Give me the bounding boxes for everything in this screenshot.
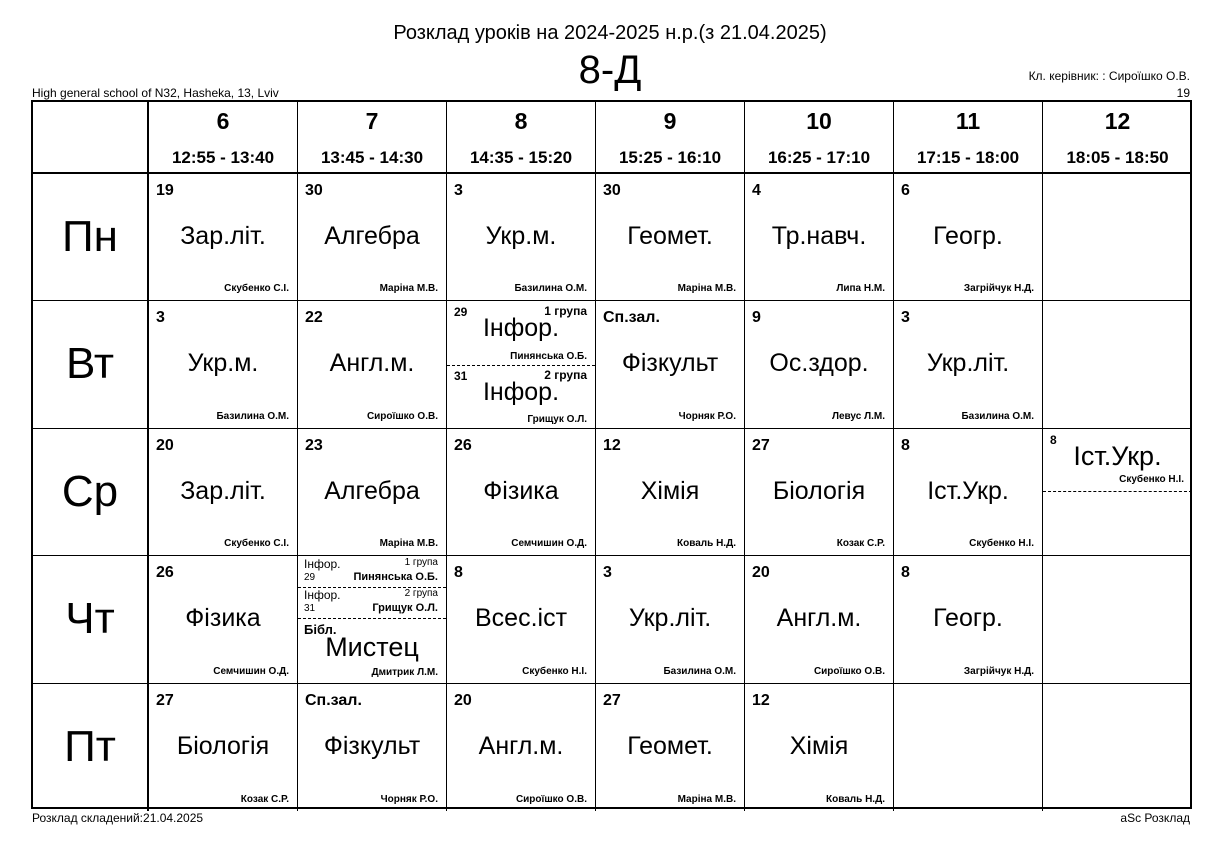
lesson-cell bbox=[745, 174, 894, 301]
room-number: 30 bbox=[305, 182, 323, 199]
teacher-name: Скубенко Н.І. bbox=[969, 538, 1034, 550]
room-number: 29 bbox=[304, 572, 316, 584]
teacher-name: Грищук О.Л. bbox=[372, 602, 438, 615]
room-number: 26 bbox=[156, 564, 174, 582]
room-number: 29 bbox=[454, 305, 468, 320]
period-number: 6 bbox=[216, 108, 230, 134]
room-number: 4 bbox=[752, 182, 761, 199]
teacher-name: Коваль Н.Д. bbox=[826, 793, 885, 805]
teacher-name: Базилина О.М. bbox=[514, 283, 587, 295]
lesson-cell bbox=[298, 301, 447, 428]
subject-name: Всес.іст bbox=[474, 604, 568, 633]
period-header-12 bbox=[1043, 102, 1192, 174]
lesson-cell bbox=[298, 684, 447, 811]
day-header bbox=[33, 556, 149, 683]
room-number: Сп.зал. bbox=[603, 309, 660, 327]
lesson-cell bbox=[447, 174, 596, 301]
subject-name: Укр.літ. bbox=[926, 349, 1010, 378]
subject-name: Хімія bbox=[640, 476, 700, 505]
period-header-8 bbox=[447, 102, 596, 174]
teacher-name: Базилина О.М. bbox=[961, 410, 1034, 422]
lesson-cell bbox=[149, 174, 298, 301]
timetable-title: Розклад уроків на 2024-2025 н.р.(з 21.04.2025) bbox=[393, 22, 827, 44]
period-header-9 bbox=[596, 102, 745, 174]
subject-name: Інфор. bbox=[482, 314, 560, 343]
teacher-name: Базилина О.М. bbox=[216, 410, 289, 422]
empty-cell bbox=[1043, 556, 1192, 683]
period-header-10 bbox=[745, 102, 894, 174]
lesson-cell bbox=[149, 429, 298, 556]
timetable-grid bbox=[31, 100, 1192, 809]
room-number: 27 bbox=[603, 691, 621, 709]
lesson-main bbox=[298, 618, 446, 683]
class-teacher: Кл. керівник: : Сироїшко О.В. bbox=[1028, 69, 1190, 83]
lesson-group-2 bbox=[447, 365, 595, 428]
period-time: 12:55 - 13:40 bbox=[171, 148, 275, 167]
period-time: 14:35 - 15:20 bbox=[469, 148, 573, 167]
period-time: 15:25 - 16:10 bbox=[618, 148, 722, 167]
period-number: 9 bbox=[663, 108, 677, 134]
subject-name: Геомет. bbox=[627, 731, 713, 760]
group-label: 1 група bbox=[404, 557, 438, 569]
room-number: 12 bbox=[752, 691, 770, 709]
subject-name: Геогр. bbox=[933, 222, 1003, 250]
period-number: 8 bbox=[514, 108, 528, 134]
room-number: 31 bbox=[304, 603, 316, 615]
room-number: 20 bbox=[752, 564, 770, 582]
lesson-cell bbox=[447, 429, 596, 556]
teacher-name: Скубенко С.І. bbox=[224, 283, 289, 295]
lesson-cell bbox=[745, 301, 894, 428]
room-number: 31 bbox=[454, 369, 468, 384]
subject-name: Укр.м. bbox=[485, 222, 557, 250]
period-time: 13:45 - 14:30 bbox=[320, 148, 424, 167]
teacher-name: Загрійчук Н.Д. bbox=[963, 283, 1034, 295]
teacher-name: Базилина О.М. bbox=[663, 665, 736, 677]
room-number: Бібл. bbox=[304, 622, 337, 638]
group-label: 2 група bbox=[544, 368, 587, 383]
corner-cell bbox=[33, 102, 149, 174]
teacher-name: Скубенко Н.І. bbox=[1119, 473, 1184, 485]
room-number: 30 bbox=[603, 182, 621, 199]
teacher-name: Козак С.Р. bbox=[240, 793, 289, 805]
teacher-name: Маріна М.В. bbox=[677, 793, 736, 805]
subject-name: Іст.Укр. bbox=[1073, 440, 1162, 471]
teacher-name: Скубенко С.І. bbox=[224, 538, 289, 550]
empty-cell bbox=[1043, 301, 1192, 428]
teacher-name: Пинянська О.Б. bbox=[510, 351, 587, 363]
teacher-name: Дмитрик Л.М. bbox=[371, 667, 438, 679]
teacher-name: Пинянська О.Б. bbox=[353, 571, 438, 584]
subject-name: Геогр. bbox=[933, 604, 1003, 633]
room-number: 8 bbox=[901, 436, 910, 454]
class-name: 8-Д bbox=[578, 48, 642, 92]
room-number: 3 bbox=[603, 564, 612, 582]
teacher-name: Козак С.Р. bbox=[836, 538, 885, 550]
teacher-name: Грищук О.Л. bbox=[527, 414, 587, 426]
period-time: 18:05 - 18:50 bbox=[1066, 148, 1169, 167]
period-number: 7 bbox=[365, 108, 379, 134]
period-number: 11 bbox=[955, 108, 981, 134]
subject-name: Хімія bbox=[789, 731, 849, 760]
lesson-cell bbox=[298, 174, 447, 301]
room-number: 12 bbox=[603, 436, 621, 454]
teacher-name: Скубенко Н.І. bbox=[522, 665, 587, 677]
subject-name: Біологія bbox=[772, 476, 866, 505]
lesson-cell bbox=[596, 174, 745, 301]
lesson-cell bbox=[447, 556, 596, 683]
room-number: 6 bbox=[901, 182, 910, 199]
teacher-name: Маріна М.В. bbox=[379, 283, 438, 295]
footer-created-date: Розклад складений:21.04.2025 bbox=[32, 811, 204, 825]
day-label: Ср bbox=[61, 466, 119, 516]
lesson-cell bbox=[596, 556, 745, 683]
lesson-cell bbox=[298, 429, 447, 556]
group-label: 1 група bbox=[544, 304, 587, 319]
room-number: 3 bbox=[901, 309, 910, 327]
lesson-cell bbox=[596, 429, 745, 556]
teacher-name: Маріна М.В. bbox=[379, 538, 438, 550]
teacher-name: Сироїшко О.В. bbox=[515, 793, 587, 805]
lesson-cell bbox=[149, 556, 298, 683]
period-header-11 bbox=[894, 102, 1043, 174]
room-number: 23 bbox=[305, 436, 323, 454]
day-header bbox=[33, 429, 149, 556]
teacher-name: Чорняк Р.О. bbox=[380, 793, 438, 805]
lesson-cell bbox=[894, 174, 1043, 301]
lesson-group-1 bbox=[298, 556, 446, 588]
subject-name: Іст.Укр. bbox=[927, 476, 1009, 505]
day-label: Пт bbox=[64, 721, 116, 771]
subject-name: Англ.м. bbox=[329, 349, 415, 378]
room-number: 8 bbox=[1050, 432, 1057, 447]
lesson-cell bbox=[894, 556, 1043, 683]
teacher-name: Чорняк Р.О. bbox=[678, 410, 736, 422]
subject-name: Тр.навч. bbox=[771, 222, 867, 250]
empty-cell bbox=[1043, 174, 1192, 301]
subject-name: Фізика bbox=[185, 604, 261, 633]
lesson-cell bbox=[447, 301, 596, 428]
room-number: Сп.зал. bbox=[305, 691, 362, 709]
subject-name: Зар.літ. bbox=[180, 222, 266, 250]
subject-name: Алгебра bbox=[324, 476, 420, 505]
subject-name: Інфор. bbox=[304, 557, 341, 572]
lesson-cell bbox=[745, 556, 894, 683]
period-number: 12 bbox=[1104, 108, 1131, 134]
subject-name: Англ.м. bbox=[776, 604, 862, 633]
school-name: High general school of N32, Hasheka, 13, Lviv bbox=[32, 86, 279, 100]
room-number: 9 bbox=[752, 309, 761, 327]
subject-name: Укр.літ. bbox=[628, 604, 712, 633]
lesson-cell bbox=[149, 684, 298, 811]
room-number: 8 bbox=[454, 564, 463, 582]
empty-cell bbox=[1043, 684, 1192, 811]
period-time: 16:25 - 17:10 bbox=[767, 148, 871, 167]
period-header-7 bbox=[298, 102, 447, 174]
subject-name: Фізкульт bbox=[323, 731, 421, 760]
subject-name: Ос.здор. bbox=[769, 349, 869, 378]
subject-name: Інфор. bbox=[482, 378, 560, 407]
lesson-cell bbox=[298, 556, 447, 683]
lesson-cell bbox=[596, 684, 745, 811]
lesson-cell bbox=[149, 301, 298, 428]
teacher-name: Загрійчук Н.Д. bbox=[963, 665, 1034, 677]
group-label: 2 група bbox=[404, 588, 438, 600]
lesson-cell bbox=[447, 684, 596, 811]
day-header bbox=[33, 174, 149, 301]
subject-name: Алгебра bbox=[324, 222, 420, 250]
room-number: 27 bbox=[752, 436, 770, 454]
teacher-name: Семчишин О.Д. bbox=[511, 538, 587, 550]
room-number: 3 bbox=[454, 182, 463, 199]
homeroom-number: 19 bbox=[1176, 86, 1190, 100]
lesson-partial bbox=[1043, 429, 1192, 492]
period-time: 17:15 - 18:00 bbox=[916, 148, 1020, 167]
lesson-cell bbox=[596, 301, 745, 428]
period-header-6 bbox=[149, 102, 298, 174]
room-number: 3 bbox=[156, 309, 165, 327]
lesson-cell bbox=[745, 429, 894, 556]
lesson-group-2 bbox=[298, 587, 446, 619]
subject-name: Зар.літ. bbox=[180, 476, 266, 505]
day-label: Чт bbox=[65, 594, 115, 644]
day-header bbox=[33, 684, 149, 811]
subject-name: Інфор. bbox=[304, 588, 341, 603]
teacher-name: Левус Л.М. bbox=[831, 410, 885, 422]
room-number: 22 bbox=[305, 309, 323, 327]
empty-cell bbox=[894, 684, 1043, 811]
teacher-name: Коваль Н.Д. bbox=[677, 538, 736, 550]
lesson-cell bbox=[894, 301, 1043, 428]
day-header bbox=[33, 301, 149, 428]
teacher-name: Сироїшко О.В. bbox=[813, 665, 885, 677]
day-label: Вт bbox=[65, 339, 115, 389]
subject-name: Біологія bbox=[176, 731, 270, 760]
room-number: 20 bbox=[454, 691, 472, 709]
subject-name: Фізкульт bbox=[621, 349, 719, 378]
subject-name: Англ.м. bbox=[478, 731, 564, 760]
teacher-name: Сироїшко О.В. bbox=[366, 410, 438, 422]
subject-name: Мистец bbox=[325, 632, 419, 663]
teacher-name: Маріна М.В. bbox=[677, 283, 736, 295]
day-label: Пн bbox=[62, 212, 118, 261]
lesson-cell bbox=[894, 429, 1043, 556]
room-number: 26 bbox=[454, 436, 472, 454]
lesson-group-1 bbox=[447, 301, 595, 366]
subject-name: Фізика bbox=[483, 476, 559, 505]
lesson-cell bbox=[1043, 429, 1192, 556]
room-number: 27 bbox=[156, 691, 174, 709]
subject-name: Геомет. bbox=[627, 222, 713, 250]
footer-app-name: aSc Розклад bbox=[1120, 811, 1190, 825]
teacher-name: Семчишин О.Д. bbox=[213, 665, 289, 677]
lesson-cell bbox=[745, 684, 894, 811]
room-number: 20 bbox=[156, 436, 174, 454]
room-number: 8 bbox=[901, 564, 910, 582]
room-number: 19 bbox=[156, 182, 174, 199]
subject-name: Укр.м. bbox=[187, 349, 259, 378]
period-number: 10 bbox=[806, 108, 832, 134]
teacher-name: Липа Н.М. bbox=[836, 283, 885, 295]
